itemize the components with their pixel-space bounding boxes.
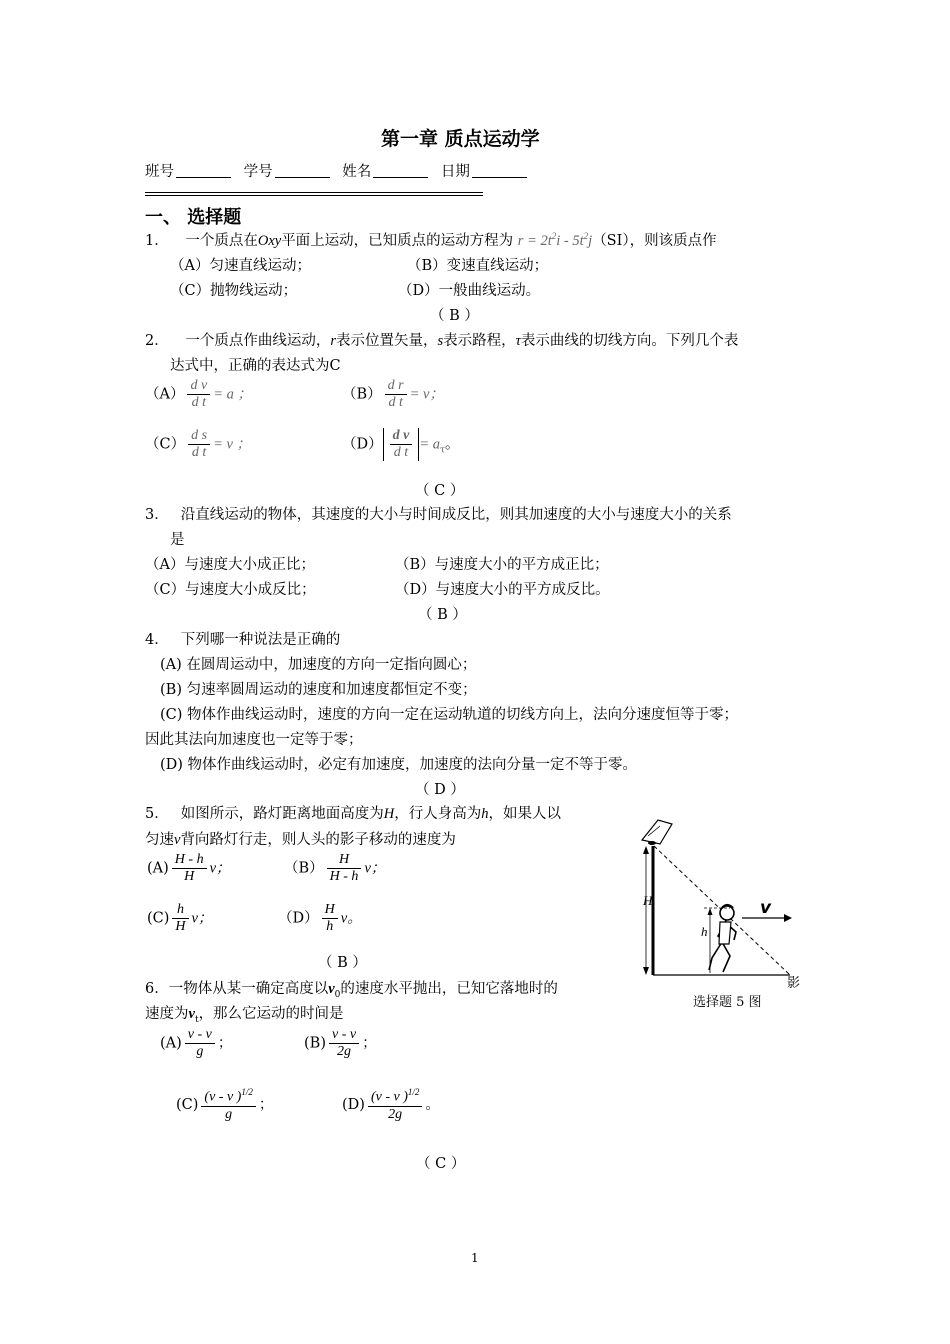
q6-option-c[interactable]: (C) $\frac{(v - v )^{1/2}}{g}$ ； — [176, 1087, 274, 1122]
fig-label-v: v — [760, 898, 772, 918]
lamp-icon — [642, 820, 672, 844]
q2-stem-line2: 达式中，正确的表达式为C — [170, 358, 341, 374]
q3-answer: （ B ） — [418, 607, 467, 623]
student-id-label: 学号 — [243, 164, 273, 180]
streetlight-figure — [630, 810, 810, 1010]
q1-option-b[interactable]: （B）变速直线运动； — [407, 258, 549, 274]
double-rule-bottom — [145, 195, 483, 196]
section-title: 一、 选择题 — [145, 207, 242, 228]
q2-option-d[interactable]: （D） $\frac{\text{d v}}{\text{d t}}$ = $a_\tau$。 — [342, 428, 460, 461]
q5-option-b[interactable]: （B） $\frac{H}{H - h}$ v； — [284, 852, 386, 885]
q5-answer: （ B ） — [318, 955, 367, 971]
name-label: 姓名 — [342, 164, 372, 180]
class-blank[interactable] — [176, 163, 231, 178]
q4-option-b[interactable]: (B) 匀速率圆周运动的速度和加速度都恒定不变； — [160, 682, 477, 698]
q5-stem: 5． 如图所示，路灯距离地面高度为H，行人身高为h，如果人以 — [145, 806, 561, 822]
q1-option-c[interactable]: （C）抛物线运动； — [170, 283, 298, 299]
q6-option-a[interactable]: (A) $\frac{v - v}{g}$ ； — [160, 1027, 233, 1060]
q4-option-d[interactable]: (D) 物体作曲线运动时，必定有加速度，加速度的法向分量一定不等于零。 — [160, 757, 638, 773]
q3-option-c[interactable]: （C）与速度大小成反比； — [145, 582, 316, 598]
q3-stem: 3． 沿直线运动的物体，其速度的大小与时间成反比，则其加速度的大小与速度大小的关系 — [145, 507, 732, 523]
page-title: 第一章 质点运动学 — [381, 128, 540, 150]
q5-option-a[interactable]: (A) $\frac{H - h}{H}$ v； — [147, 852, 231, 885]
q3-option-a[interactable]: （A）与速度大小成正比； — [145, 557, 315, 573]
q4-option-c[interactable]: (C) 物体作曲线运动时，速度的方向一定在运动轨道的切线方向上，法向分速度恒等于零； — [160, 707, 739, 723]
runner-icon — [709, 905, 736, 972]
figure-caption: 选择题 5 图 — [693, 995, 762, 1010]
q3-option-d[interactable]: （D）与速度大小的平方成反比。 — [395, 582, 610, 598]
q5-option-c[interactable]: (C) $\frac{h}{H}$ v； — [147, 902, 213, 935]
q6-answer: （ C ） — [416, 1156, 466, 1172]
q4-stem: 4． 下列哪一种说法是正确的 — [145, 632, 341, 648]
q6-option-d[interactable]: (D) $\frac{(v - v )^{1/2}}{2g}$ 。 — [342, 1087, 440, 1122]
q5-stem-line2: 匀速v背向路灯行走，则人头的影子移动的速度为 — [145, 832, 456, 848]
q4-answer: （ D ） — [415, 782, 465, 798]
q2-answer: （ C ） — [415, 483, 465, 499]
name-blank[interactable] — [373, 163, 428, 178]
page-number: 1 — [471, 1251, 479, 1265]
fig-label-h: h — [701, 924, 708, 939]
info-fields — [145, 160, 535, 181]
q1-equation: $r = 2t^2i - 5t^2j$ — [517, 231, 593, 249]
date-label: 日期 — [440, 164, 470, 180]
student-id-blank[interactable] — [275, 163, 330, 178]
q6-stem: 6．一物体从某一确定高度以$v_0$的速度水平抛出，已知它落地时的 — [145, 981, 558, 1000]
q1-option-d[interactable]: （D）一般曲线运动。 — [398, 283, 541, 299]
q5-option-d[interactable]: （D） $\frac{H}{h}$ v。 — [278, 902, 362, 935]
q4-option-a[interactable]: (A) 在圆周运动中，加速度的方向一定指向圆心； — [160, 657, 477, 673]
q2-option-b[interactable]: （B） $\frac{\text{d r}}{\text{d t}}$ = v； — [342, 378, 444, 411]
q3-stem-line2: 是 — [170, 532, 185, 548]
q6-option-b[interactable]: (B) $\frac{v - v}{2g}$ ； — [304, 1027, 377, 1060]
fig-label-shadow: 影 — [787, 976, 801, 991]
q2-option-c[interactable]: （C） $\frac{\text{d s}}{\text{d t}}$ = v ； — [145, 428, 252, 461]
fig-label-H: H — [643, 893, 653, 908]
q2-stem: 2． 一个质点作曲线运动，r表示位置矢量，s表示路程，τ表示曲线的切线方向。下列几个表 — [145, 333, 739, 349]
q1-answer: （ B ） — [430, 308, 479, 324]
q1-stem: 1． 一个质点在Oxy平面上运动，已知质点的运动方程为 $r = 2t^2i - 5t^2j(SI)$，则该质点作 — [145, 231, 717, 249]
double-rule-top — [145, 192, 483, 193]
q2-option-a[interactable]: （A） $\frac{\text{d v}}{\text{d t}}$ = a ； — [145, 378, 252, 411]
q4-option-c-cont: 因此其法向加速度也一定等于零； — [145, 732, 363, 748]
q1-option-a[interactable]: （A）匀速直线运动； — [170, 258, 311, 274]
q3-option-b[interactable]: （B）与速度大小的平方成正比； — [395, 557, 609, 573]
date-blank[interactable] — [472, 163, 527, 178]
q6-stem-line2: 速度为$v_t$，那么它运动的时间是 — [145, 1006, 344, 1025]
class-label: 班号 — [145, 164, 174, 180]
